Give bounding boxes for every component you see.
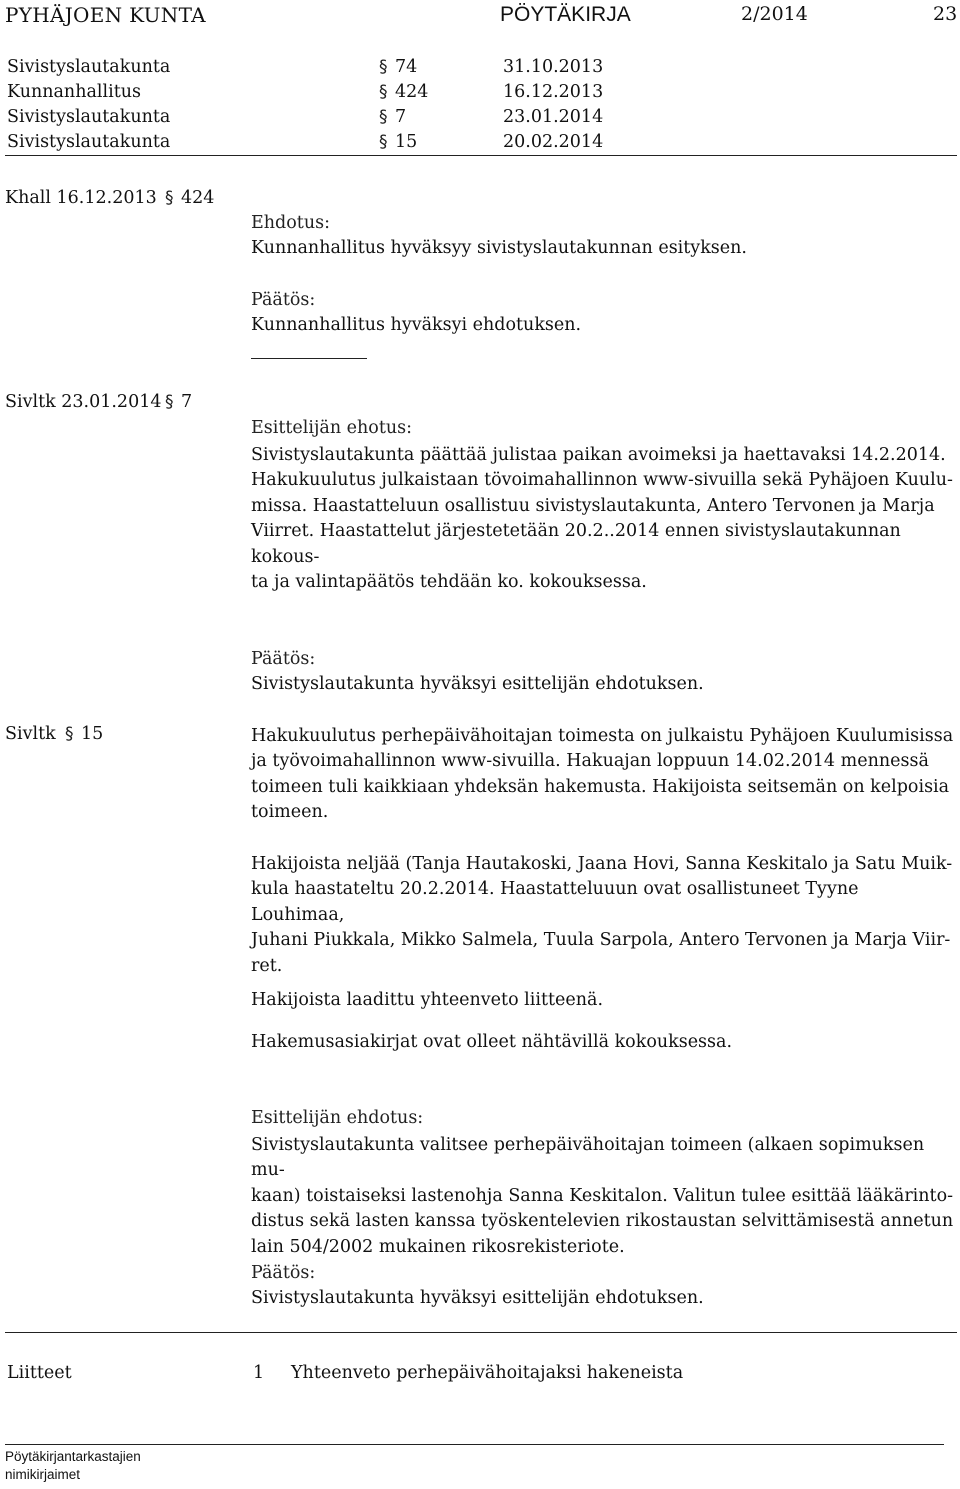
section-sign-icon: § (379, 132, 388, 152)
text-line: missa. Haastatteluun osallistuu sivistyslautakunta, Antero Tervonen ja Marja (251, 495, 935, 516)
sivltk7-decision-label: Päätös: (251, 649, 316, 669)
history-body: Sivistyslautakunta (7, 132, 171, 152)
text-line: Sivistyslautakunta päättää julistaa paikan avoimeksi ja haettavaksi 14.2.2014. (251, 445, 946, 465)
khall-proposal-text: Kunnanhallitus hyväksyy sivistyslautakunnan esityksen. (251, 238, 747, 258)
sivltk15-proposal-text (251, 1133, 956, 1260)
history-date: 20.02.2014 (503, 132, 604, 152)
khall-section: 424 (181, 188, 215, 208)
sivltk7-ref: Sivltk 23.01.2014 (5, 392, 162, 412)
sivltk15-paragraph-2 (251, 852, 956, 979)
attachment-title: Yhteenveto perhepäivähoitajaksi hakeneista (291, 1363, 684, 1383)
sivltk7-proposal-text (251, 443, 956, 595)
sivltk15-proposal-label: Esittelijän ehdotus: (251, 1108, 424, 1128)
sivltk15-paragraph-3: Hakijoista laadittu yhteenveto liitteenä. (251, 990, 604, 1010)
section-sign-icon: § (379, 82, 388, 102)
history-section: 74 (395, 57, 418, 77)
history-date: 16.12.2013 (503, 82, 604, 102)
footer-line-1: Pöytäkirjantarkastajien (5, 1449, 141, 1464)
section-sign-icon: § (379, 57, 388, 77)
text-line: toimeen tuli kaikkiaan yhdeksän hakemusta. Hakijoista seitsemän on kelpoisia (251, 776, 950, 797)
attachment-number: 1 (253, 1363, 265, 1383)
text-line: Hakukuulutus julkaistaan tövoimahallinnon www-sivuilla sekä Pyhäjoen Kuulu- (251, 470, 953, 491)
khall-decision-text: Kunnanhallitus hyväksyi ehdotuksen. (251, 315, 582, 335)
text-line: Juhani Piukkala, Mikko Salmela, Tuula Sarpola, Antero Tervonen ja Marja Viir- (251, 930, 951, 951)
section-end-rule (251, 358, 367, 359)
history-body: Sivistyslautakunta (7, 57, 171, 77)
sivltk7-section: 7 (181, 392, 193, 412)
history-section: 424 (395, 82, 429, 102)
municipality-name: PYHÄJOEN KUNTA (5, 3, 206, 27)
page-number: 23 (933, 3, 958, 25)
history-body: Sivistyslautakunta (7, 107, 171, 127)
text-line: Hakijoista neljää (Tanja Hautakoski, Jaana Hovi, Sanna Keskitalo ja Satu Muik- (251, 854, 953, 874)
section-sign-icon: § (165, 188, 174, 208)
sivltk15-section: 15 (81, 724, 104, 744)
text-line: Viirret. Haastattelut järjestetetään 20.2..2014 ennen sivistyslautakunnan kokous- (251, 521, 901, 567)
sivltk15-ref: Sivltk (5, 724, 56, 744)
attachments-label: Liitteet (7, 1363, 72, 1383)
history-section: 15 (395, 132, 418, 152)
header-divider (5, 155, 957, 156)
sivltk15-paragraph-4: Hakemusasiakirjat ovat olleet nähtävillä kokouksessa. (251, 1032, 733, 1052)
text-line: ja työvoimahallinnon www-sivuilla. Hakuajan loppuun 14.02.2014 mennessä (251, 751, 929, 772)
khall-decision-label: Päätös: (251, 290, 316, 310)
section-sign-icon: § (165, 392, 174, 412)
sivltk15-decision-label: Päätös: (251, 1263, 316, 1283)
history-body: Kunnanhallitus (7, 82, 141, 102)
footer-divider (5, 1444, 944, 1445)
text-line: toimeen. (251, 802, 329, 823)
khall-ref: Khall 16.12.2013 (5, 188, 157, 208)
text-line: Hakukuulutus perhepäivähoitajan toimesta on julkaistu Pyhäjoen Kuulumisissa (251, 726, 954, 746)
text-line: kaan) toistaiseksi lastenohja Sanna Keskitalon. Valitun tulee esittää lääkärinto- (251, 1185, 954, 1206)
history-date: 23.01.2014 (503, 107, 604, 127)
footer-line-2: nimikirjaimet (5, 1467, 81, 1482)
text-line: kula haastateltu 20.2.2014. Haastatteluuun ovat osallistuneet Tyyne Louhimaa, (251, 879, 859, 925)
document-type: PÖYTÄKIRJA (500, 3, 631, 26)
attachments-divider (5, 1332, 957, 1333)
section-sign-icon: § (65, 724, 74, 744)
sivltk15-paragraph-1 (251, 724, 956, 826)
sivltk7-decision-text: Sivistyslautakunta hyväksyi esittelijän ehdotuksen. (251, 674, 704, 694)
history-date: 31.10.2013 (503, 57, 604, 77)
text-line: ret. (251, 955, 283, 976)
khall-proposal-label: Ehdotus: (251, 213, 330, 233)
text-line: lain 504/2002 mukainen rikosrekisteriote. (251, 1236, 625, 1257)
sivltk7-proposal-label: Esittelijän ehotus: (251, 418, 413, 438)
section-sign-icon: § (379, 107, 388, 127)
text-line: ta ja valintapäätös tehdään ko. kokouksessa. (251, 572, 647, 593)
text-line: distus sekä lasten kanssa työskentelevien rikostaustan selvittämisestä annetun (251, 1211, 954, 1232)
text-line: Sivistyslautakunta valitsee perhepäivähoitajan toimeen (alkaen sopimuksen mu- (251, 1135, 925, 1181)
sivltk15-decision-text: Sivistyslautakunta hyväksyi esittelijän ehdotuksen. (251, 1288, 704, 1308)
issue-number: 2/2014 (741, 3, 808, 25)
history-section: 7 (395, 107, 407, 127)
